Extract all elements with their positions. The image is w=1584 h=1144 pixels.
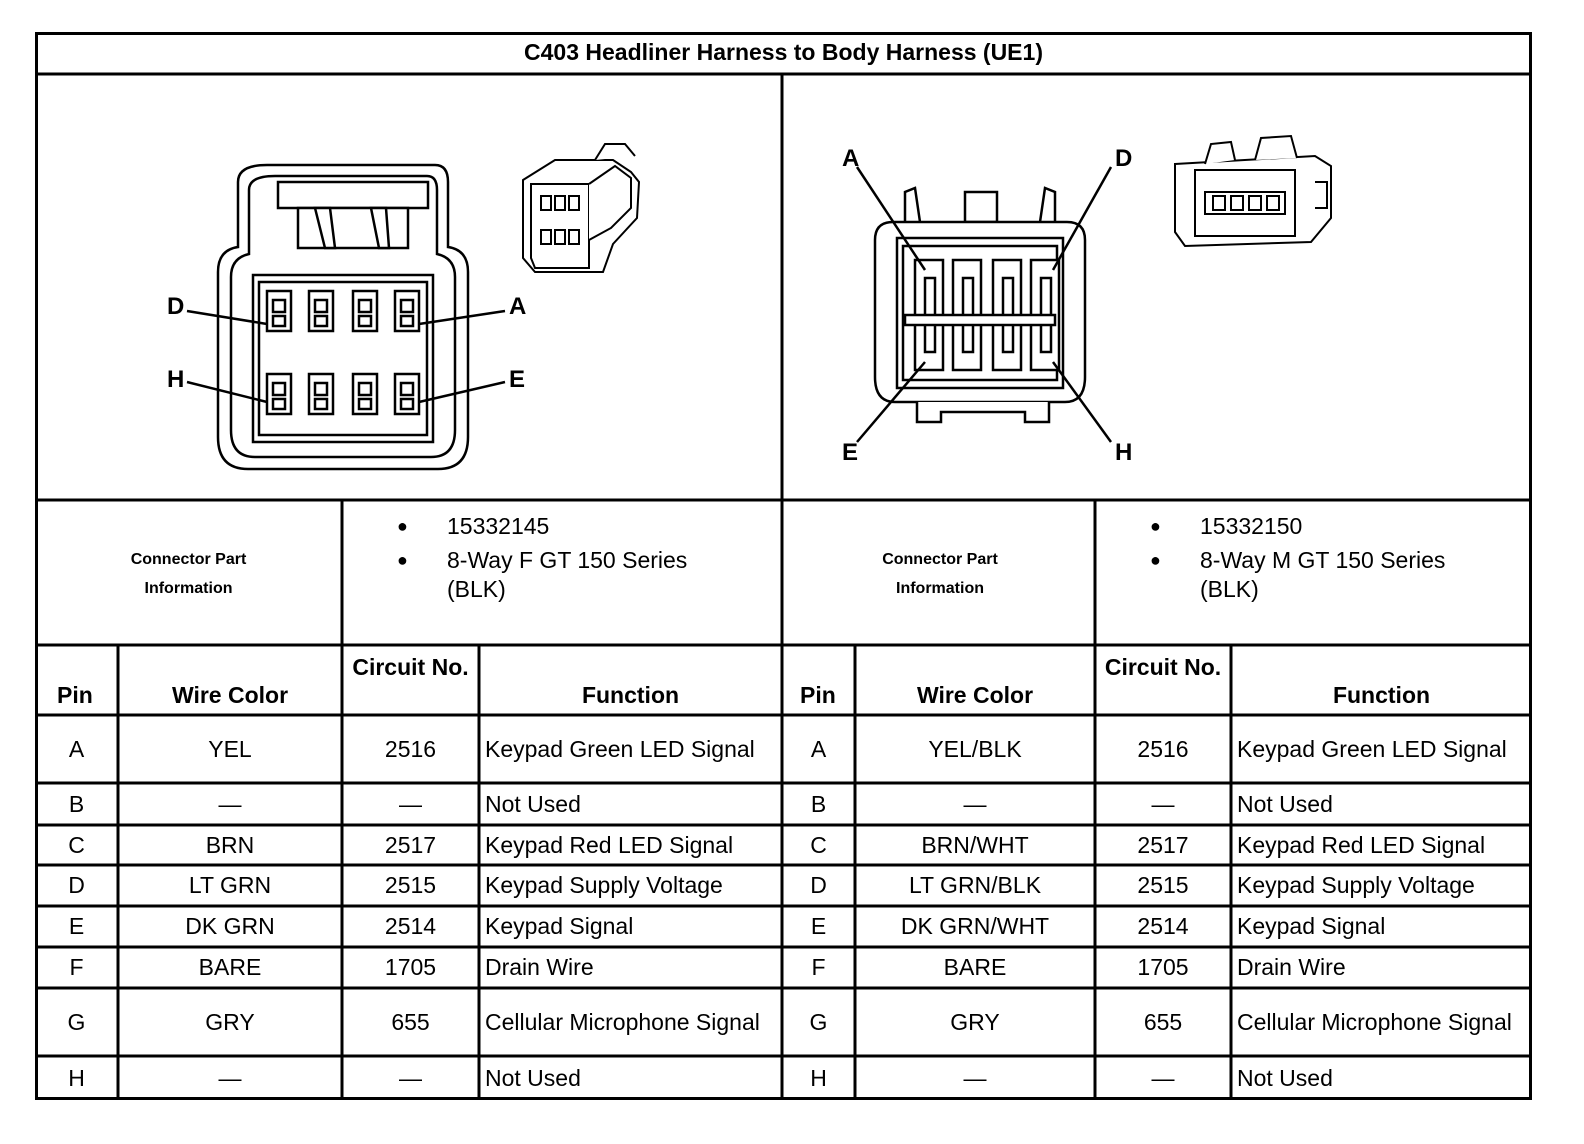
pin-value: F [69, 954, 84, 980]
cell-wire-color [857, 1058, 1093, 1098]
pin-label-d-right: D [1115, 145, 1133, 172]
wire-color-value: BARE [943, 954, 1007, 980]
circuit-value: 655 [1143, 1008, 1183, 1035]
pin-label-a-left: A [509, 293, 527, 320]
circuit-value: 2517 [1137, 831, 1189, 858]
wire-color-value: YEL/BLK [928, 735, 1022, 762]
cell-function [1233, 827, 1530, 863]
function-value: Cellular Microphone Signal [485, 1008, 760, 1035]
female-connector-drawing [187, 165, 505, 469]
pin-value: H [810, 1064, 827, 1091]
function-value: Cellular Microphone Signal [1237, 1008, 1512, 1035]
wire-color-value: YEL [208, 735, 252, 762]
cell-function [481, 949, 780, 986]
cell-wire-color [120, 949, 340, 986]
pin-value: A [68, 735, 85, 762]
pin-label-a-right: A [842, 145, 860, 172]
pin-label-h-left: H [167, 366, 185, 393]
cell-wire-color [120, 867, 340, 904]
cell-pin [784, 949, 853, 986]
cell-wire-color [857, 785, 1093, 823]
cell-pin [37, 949, 116, 986]
function-value: Not Used [485, 790, 581, 817]
wire-color-value: LT GRN [188, 872, 272, 898]
cell-pin [37, 717, 116, 781]
circuit-value: 2514 [384, 913, 437, 939]
part-number-right: 15332150 [1200, 513, 1303, 539]
wire-color-value: BRN/WHT [921, 831, 1029, 858]
function-value: Not Used [1237, 1064, 1333, 1091]
header-pin-right: Pin [800, 682, 836, 708]
header-wire-color-left: Wire Color [171, 682, 289, 708]
cell-function [481, 908, 780, 945]
pin-value: D [810, 872, 827, 898]
cell-pin [37, 785, 116, 823]
cell-wire-color [857, 990, 1093, 1054]
cell-circuit [1097, 867, 1229, 904]
cell-pin [784, 908, 853, 945]
cell-function [1233, 867, 1530, 904]
cell-function [481, 827, 780, 863]
cell-circuit [1097, 785, 1229, 823]
circuit-value: 2515 [384, 872, 437, 898]
cell-wire-color [120, 1058, 340, 1098]
cell-wire-color [857, 827, 1093, 863]
pin-value: C [68, 831, 85, 858]
circuit-value: — [1151, 790, 1175, 817]
pin-value: G [809, 1008, 828, 1035]
pin-value: E [68, 913, 85, 939]
circuit-value: — [399, 790, 422, 817]
cell-wire-color [857, 867, 1093, 904]
connector-part-label-left: Connector Part Information [130, 550, 247, 597]
cell-function [1233, 1058, 1530, 1098]
bullet-icon: ● [1150, 516, 1161, 536]
wire-color-value: — [963, 1064, 987, 1091]
page-title: C403 Headliner Harness to Body Harness (UE1) [524, 39, 1043, 65]
cell-function [1233, 717, 1530, 781]
pin-value: G [67, 1008, 86, 1035]
wire-color-value: — [218, 790, 242, 817]
circuit-value: — [399, 1064, 422, 1091]
function-value: Keypad Green LED Signal [1237, 735, 1507, 762]
wire-color-value: DK GRN/WHT [900, 913, 1050, 939]
cell-wire-color [857, 717, 1093, 781]
bullet-icon: ● [397, 550, 408, 570]
header-wire-color-right: Wire Color [916, 682, 1034, 708]
cell-wire-color [857, 949, 1093, 986]
male-connector-drawing [857, 167, 1111, 442]
pin-value: B [68, 790, 85, 817]
cell-pin [37, 827, 116, 863]
pin-value: C [810, 831, 827, 858]
circuit-value: — [1151, 1064, 1175, 1091]
male-connector-thumbnail [1175, 136, 1331, 246]
function-value: Drain Wire [485, 954, 594, 980]
cell-function [1233, 785, 1530, 823]
cell-circuit [344, 990, 477, 1054]
wire-color-value: — [963, 790, 987, 817]
cell-circuit [1097, 908, 1229, 945]
cell-circuit [344, 717, 477, 781]
cell-circuit [1097, 717, 1229, 781]
pin-label-e-left: E [509, 366, 526, 393]
wire-color-value: DK GRN [185, 913, 275, 939]
wire-color-value: BRN [205, 831, 255, 858]
cell-function [1233, 990, 1530, 1054]
cell-function [481, 1058, 780, 1098]
cell-circuit [344, 1058, 477, 1098]
cell-wire-color [120, 717, 340, 781]
function-value: Keypad Green LED Signal [485, 735, 755, 762]
function-value: Not Used [485, 1064, 581, 1091]
pin-value: A [810, 735, 827, 762]
function-value: Drain Wire [1237, 954, 1346, 980]
connector-part-label-right: Connector Part Information [882, 550, 998, 597]
function-value: Keypad Signal [485, 913, 634, 939]
function-value: Keypad Red LED Signal [1237, 831, 1486, 858]
circuit-value: 655 [391, 1008, 430, 1035]
wire-color-value: — [218, 1064, 242, 1091]
function-value: Keypad Supply Voltage [485, 872, 723, 898]
cell-circuit [344, 908, 477, 945]
cell-pin [784, 867, 853, 904]
pin-value: D [68, 872, 85, 898]
cell-circuit [344, 827, 477, 863]
wire-color-value: BARE [198, 954, 262, 980]
cell-circuit [344, 867, 477, 904]
cell-pin [37, 1058, 116, 1098]
cell-circuit [1097, 949, 1229, 986]
function-value: Keypad Supply Voltage [1237, 872, 1475, 898]
circuit-value: 2516 [1137, 735, 1189, 762]
bullet-icon: ● [1150, 550, 1161, 570]
function-value: Not Used [1237, 790, 1333, 817]
cell-function [481, 867, 780, 904]
circuit-value: 1705 [384, 954, 437, 980]
cell-wire-color [120, 908, 340, 945]
cell-wire-color [120, 785, 340, 823]
wire-color-value: GRY [950, 1008, 1000, 1035]
pin-value: F [811, 954, 826, 980]
circuit-value: 1705 [1137, 954, 1189, 980]
function-value: Keypad Red LED Signal [485, 831, 734, 858]
cell-wire-color [120, 990, 340, 1054]
pin-value: E [810, 913, 827, 939]
circuit-value: 2516 [384, 735, 437, 762]
connector-sheet [35, 32, 1532, 1100]
pin-value: H [68, 1064, 85, 1091]
cell-circuit [1097, 990, 1229, 1054]
cell-function [481, 785, 780, 823]
pin-label-e-right: E [842, 439, 859, 466]
part-number-left: 15332145 [447, 513, 550, 539]
cell-wire-color [120, 827, 340, 863]
cell-pin [37, 867, 116, 904]
pin-label-d-left: D [167, 293, 185, 320]
cell-pin [784, 827, 853, 863]
cell-pin [784, 717, 853, 781]
cell-circuit [344, 785, 477, 823]
header-circuit-left: Circuit No. [352, 654, 469, 680]
header-function-left: Function [581, 682, 680, 708]
part-description-right: 8-Way M GT 150 Series (BLK) [1200, 547, 1446, 602]
header-pin-left: Pin [57, 682, 93, 708]
pin-label-h-right: H [1115, 439, 1133, 466]
part-description-left: 8-Way F GT 150 Series (BLK) [447, 547, 688, 602]
circuit-value: 2517 [384, 831, 437, 858]
cell-circuit [1097, 827, 1229, 863]
cell-pin [37, 990, 116, 1054]
cell-pin [37, 908, 116, 945]
cell-function [481, 717, 780, 781]
cell-pin [784, 1058, 853, 1098]
cell-circuit [1097, 1058, 1229, 1098]
female-connector-thumbnail [523, 144, 639, 272]
bullet-icon: ● [397, 516, 408, 536]
cell-circuit [344, 949, 477, 986]
circuit-value: 2514 [1137, 913, 1189, 939]
cell-function [1233, 908, 1530, 945]
header-circuit-right: Circuit No. [1104, 654, 1222, 680]
wire-color-value: LT GRN/BLK [908, 872, 1042, 898]
cell-function [1233, 949, 1530, 986]
cell-wire-color [857, 908, 1093, 945]
function-value: Keypad Signal [1237, 913, 1386, 939]
header-function-right: Function [1332, 682, 1431, 708]
pin-value: B [810, 790, 827, 817]
cell-pin [784, 990, 853, 1054]
wire-color-value: GRY [205, 1008, 255, 1035]
cell-pin [784, 785, 853, 823]
cell-function [481, 990, 780, 1054]
circuit-value: 2515 [1137, 872, 1189, 898]
